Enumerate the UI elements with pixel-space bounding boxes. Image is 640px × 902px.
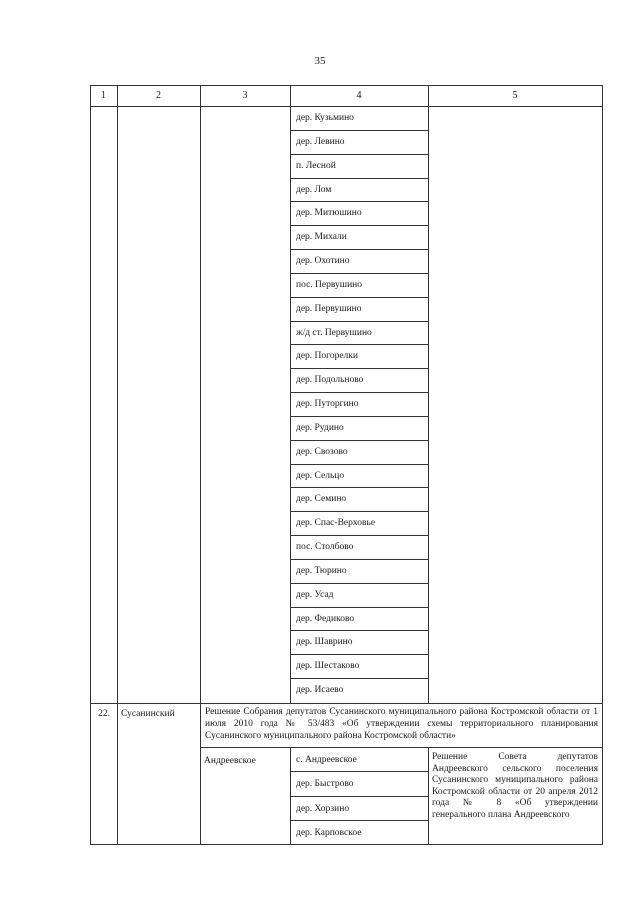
table-border-top: [90, 85, 603, 86]
page-number: 35: [314, 55, 326, 67]
locality-cell: дер. Исаево: [296, 685, 344, 696]
locality-cell: дер. Карповское: [296, 827, 362, 838]
locality-cell: дер. Тюрино: [296, 565, 347, 576]
row-number: 22.: [98, 709, 110, 719]
locality-separator: [290, 201, 428, 202]
locality-cell: пос. Первушино: [296, 279, 363, 290]
locality-cell: дер. Усад: [296, 589, 334, 600]
locality-separator: [290, 796, 428, 797]
locality-separator: [290, 344, 428, 345]
locality-separator: [290, 440, 428, 441]
locality-cell: дер. Кузьмино: [296, 113, 354, 123]
header-col-4: 4: [356, 90, 362, 101]
locality-separator: [290, 178, 428, 179]
locality-cell: дер. Первушино: [296, 303, 362, 314]
locality-cell: дер. Хорзино: [296, 803, 350, 814]
settlement-name: Андреевское: [204, 756, 256, 766]
locality-separator: [290, 368, 428, 369]
locality-separator: [290, 583, 428, 584]
locality-separator: [290, 416, 428, 417]
locality-cell: дер. Охотино: [296, 256, 350, 267]
locality-cell: дер. Подольново: [296, 375, 364, 386]
locality-cell: ж/д ст. Первушино: [296, 327, 372, 338]
header-col-2: 2: [156, 90, 161, 101]
locality-cell: дер. Погорелки: [296, 351, 358, 362]
locality-separator: [290, 820, 428, 821]
locality-separator: [290, 630, 428, 631]
locality-separator: [290, 249, 428, 250]
locality-cell: дер. Шестаково: [296, 661, 360, 672]
locality-cell: дер. Шаврино: [296, 637, 353, 648]
locality-cell: дер. Спас-Верховье: [296, 518, 376, 529]
col-divider-4-lower: [428, 747, 429, 844]
locality-cell: дер. Путоргино: [296, 399, 359, 410]
locality-separator: [290, 678, 428, 679]
locality-separator: [290, 154, 428, 155]
col-divider-4-upper: [428, 85, 429, 703]
district-name: Сусанинский: [121, 709, 175, 719]
header-col-3: 3: [242, 90, 248, 101]
locality-separator: [290, 297, 428, 298]
col-divider-2: [200, 85, 201, 845]
table-border-left: [90, 85, 91, 845]
locality-cell: дер. Левино: [296, 136, 345, 147]
locality-cell: дер. Свозово: [296, 446, 348, 457]
header-col-1: 1: [101, 90, 106, 101]
locality-cell: дер. Рудино: [296, 422, 344, 433]
locality-cell: п. Лесной: [296, 160, 336, 171]
locality-cell: дер. Семино: [296, 494, 347, 505]
locality-separator: [290, 511, 428, 512]
locality-separator: [290, 654, 428, 655]
locality-cell: дер. Сельцо: [296, 470, 345, 481]
locality-cell: дер. Федиково: [296, 613, 355, 624]
locality-separator: [290, 392, 428, 393]
row-separator: [90, 703, 603, 704]
locality-cell: дер. Быстрово: [296, 779, 354, 790]
district-decision: Решение Собрания депутатов Сусанинского муниципального района Костромской области от 1 июля 2010 года № 53/483 «Об утверждении схемы территориального планирования Сусанинского муниципального района Костромской области»: [205, 707, 598, 741]
locality-separator: [290, 607, 428, 608]
locality-separator: [290, 225, 428, 226]
locality-cell: с. Андреевское: [296, 755, 357, 765]
col-divider-1: [117, 85, 118, 845]
locality-separator: [290, 464, 428, 465]
locality-separator: [290, 535, 428, 536]
table-border-right: [602, 85, 603, 845]
header-col-5: 5: [512, 90, 518, 101]
locality-separator: [290, 130, 428, 131]
locality-cell: дер. Михали: [296, 232, 347, 243]
locality-cell: дер. Лом: [296, 184, 332, 195]
locality-cell: пос. Столбово: [296, 542, 354, 553]
locality-separator: [290, 321, 428, 322]
decision-separator: [200, 747, 603, 748]
locality-cell: дер. Митюшино: [296, 208, 362, 219]
locality-separator: [290, 559, 428, 560]
settlement-decision: Решение Совета депутатов Андреевского сельского поселения Сусанинского муниципального района Костромской области от 20 апреля 2012 года № 8 «Об утверждении генерального плана Андреевского: [432, 752, 598, 820]
table-border-bottom: [90, 844, 603, 845]
locality-separator: [290, 487, 428, 488]
header-separator: [90, 106, 603, 107]
locality-separator: [290, 273, 428, 274]
locality-separator: [290, 771, 428, 772]
